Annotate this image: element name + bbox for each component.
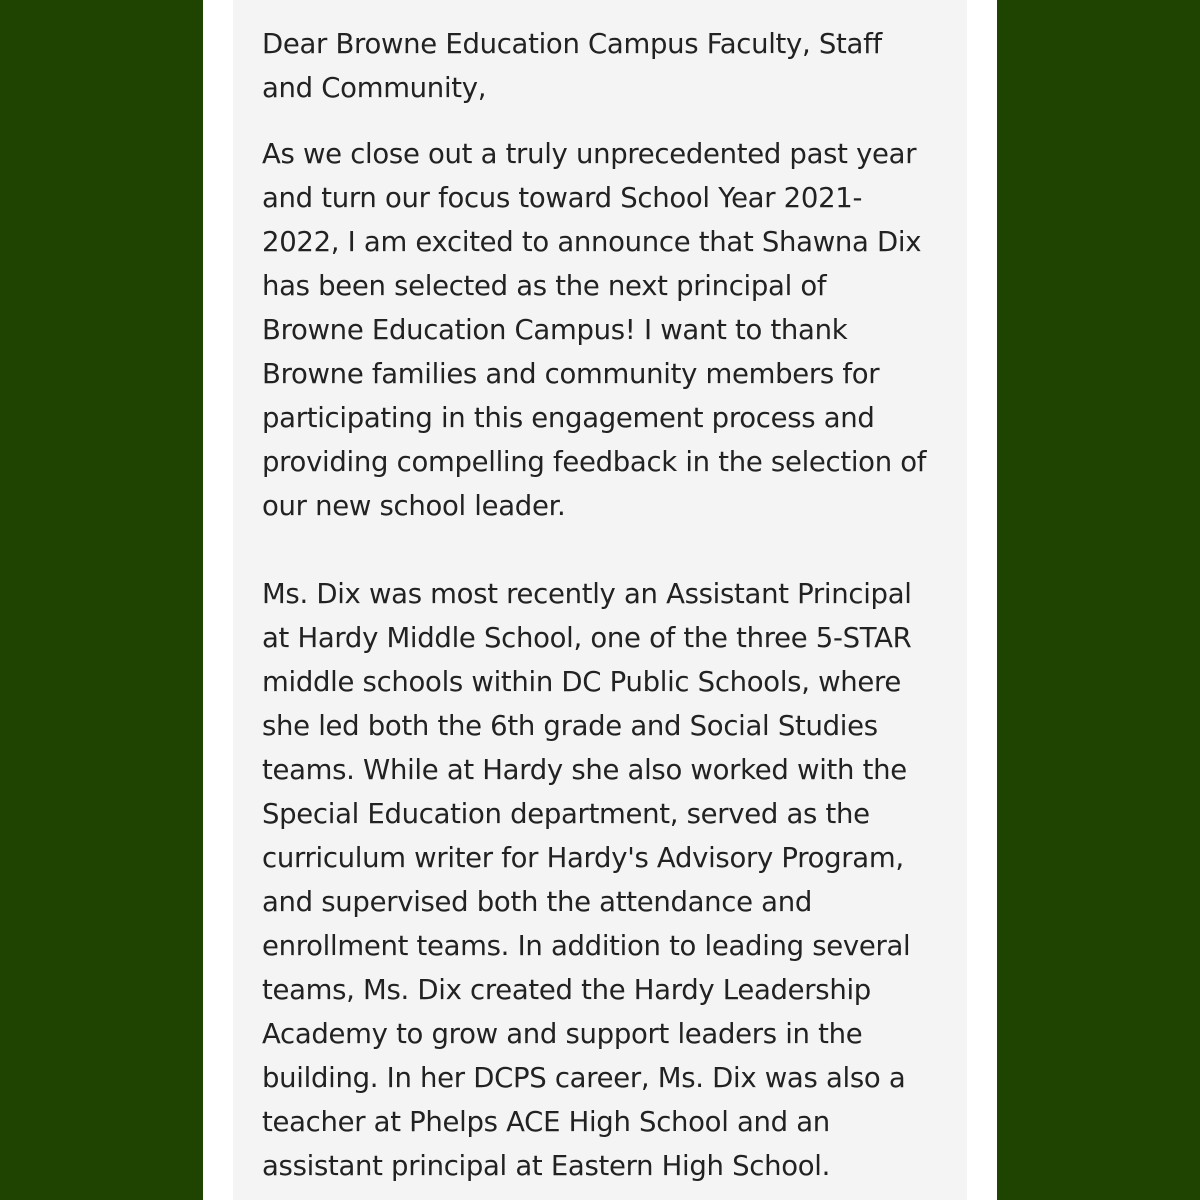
letter-body <box>262 22 962 1188</box>
page-panel <box>203 0 997 1200</box>
paragraph-spacer <box>262 528 962 572</box>
paragraph-announcement: As we close out a truly unprecedented past year and turn our focus toward School Year 2021- 2022, I am excited to announce that Shawna Dix has been selected as the next principal of Browne Education Campus! I want to thank Browne families and community members for participating in this engagement process and providing compelling feedback in the selection of our new school leader. <box>262 138 927 522</box>
paragraph-background: Ms. Dix was most recently an Assistant Principal at Hardy Middle School, one of the three 5-STAR middle schools within DC Public Schools, where she led both the 6th grade and Social Studies teams. While at Hardy she also worked with the Special Education department, served as the curriculum writer for Hardy's Advisory Program, and supervised both the attendance and enrollment teams. In addition to leading several teams, Ms. Dix created the Hardy Leadership Academy to grow and support leaders in the building. In her DCPS career, Ms. Dix was also a teacher at Phelps ACE High School and an assistant principal at Eastern High School. <box>262 578 912 1182</box>
letter-content <box>233 0 967 1200</box>
salutation: Dear Browne Education Campus Faculty, Staff and Community, <box>262 28 882 104</box>
paragraph-spacer <box>262 110 962 132</box>
